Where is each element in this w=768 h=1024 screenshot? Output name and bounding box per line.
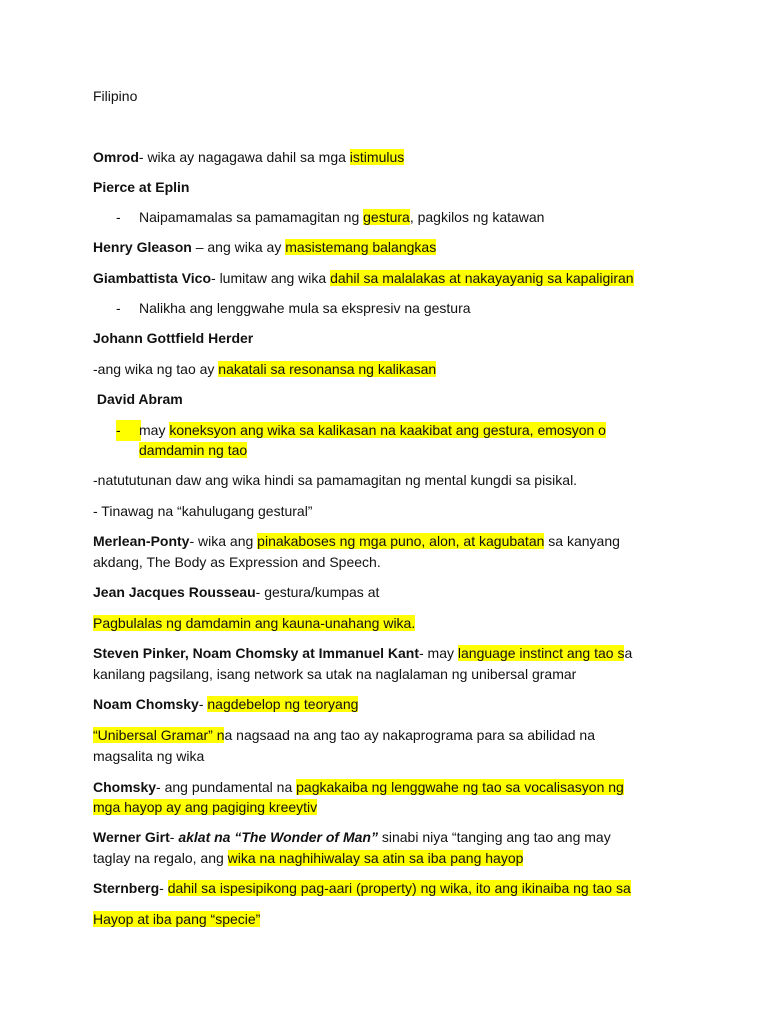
highlight: mga hayop ay ang pagiging kreeytiv: [93, 799, 318, 815]
entry-chomsky2-cont: [93, 797, 683, 818]
entry-ug: [93, 725, 683, 746]
bullet-dash: -: [116, 209, 121, 225]
entry-text: -: [169, 829, 179, 845]
entry-text: – ang wika ay: [191, 239, 286, 255]
entry-vico: [93, 268, 683, 289]
entry-sternberg: [93, 878, 683, 899]
author-name: Henry Gleason: [93, 239, 192, 255]
highlight: dahil sa malalakas at nakayayanig sa kapaligiran: [330, 270, 634, 286]
book-title: aklat na “The Wonder of Man”: [178, 829, 378, 845]
entry-text: sa kanyang: [544, 533, 620, 549]
highlight: “Unibersal Gramar” n: [93, 727, 225, 743]
author-name: Pierce at Eplin: [93, 179, 190, 195]
bullet-text-pierce: [139, 207, 679, 228]
entry-text: Naipamamalas sa pamamagitan ng: [139, 209, 364, 225]
entry-sternberg-text: [93, 909, 683, 930]
bullet-text-vico: Nalikha ang lenggwahe mula sa ekspresiv na gestura: [139, 300, 471, 316]
entry-abram-text2: - Tinawag na “kahulugang gestural”: [93, 503, 313, 519]
entry-text: taglay na regalo, ang: [93, 850, 228, 866]
author-name: Sternberg: [93, 880, 160, 896]
entry-chomsky2: [93, 777, 683, 798]
entry-herder: [93, 328, 683, 349]
entry-text: - gestura/kumpas at: [255, 584, 380, 600]
bullet-text-abram-cont: [139, 440, 679, 461]
doc-title-text: Filipino: [93, 88, 138, 104]
entry-text: a nagsaad na ang tao ay nakaprograma para sa abilidad na: [224, 727, 595, 743]
entry-rousseau-text: [93, 613, 683, 634]
entry-text: -ang wika ng tao ay: [93, 361, 219, 377]
highlight: pagkakaiba ng lenggwahe ng tao sa vocalisasyon ng: [296, 779, 624, 795]
author-name: Giambattista Vico: [93, 270, 212, 286]
highlight: nagdebelop ng teoryang: [207, 696, 359, 712]
author-name: Steven Pinker, Noam Chomsky at Immanuel Kant: [93, 645, 419, 661]
entry-pinker-cont: kanilang pagsilang, isang network sa utak na naglalaman ng unibersal gramar: [93, 666, 577, 682]
doc-title: [93, 86, 683, 107]
entry-abram-text1: -natututunan daw ang wika hindi sa pamamagitan ng mental kungdi sa pisikal.: [93, 472, 578, 488]
bullet-text-abram: [139, 420, 679, 441]
author-name: Noam Chomsky: [93, 696, 199, 712]
entry-rousseau: [93, 582, 683, 603]
highlight: pinakaboses ng mga puno, alon, at kagubatan: [257, 533, 545, 549]
author-name: David Abram: [93, 391, 183, 407]
highlight: istimulus: [349, 149, 405, 165]
author-name: Omrod: [93, 149, 139, 165]
entry-text: a: [624, 645, 633, 661]
entry-text: sinabi niya “tanging ang tao ang may: [377, 829, 611, 845]
entry-text: - ang pundamental na: [156, 779, 297, 795]
author-name: Werner Girt: [93, 829, 170, 845]
entry-pierce: [93, 177, 683, 198]
highlight: dahil sa ispesipikong pag-aari (property) ng wika, ito ang ikinaiba ng tao sa: [167, 880, 631, 896]
highlight: gestura: [363, 209, 410, 225]
entry-abram: [93, 389, 683, 410]
highlight: masistemang balangkas: [285, 239, 437, 255]
entry-text: - may: [419, 645, 458, 661]
author-name: Johann Gottfield Herder: [93, 330, 254, 346]
author-name: Chomsky: [93, 779, 157, 795]
author-name: Jean Jacques Rousseau: [93, 584, 256, 600]
entry-girt: [93, 827, 683, 848]
entry-ponty: [93, 531, 683, 552]
entry-text: - lumitaw ang wika: [211, 270, 331, 286]
entry-gleason: [93, 237, 683, 258]
highlight: Hayop at iba pang “specie”: [93, 911, 261, 927]
entry-ponty-cont: akdang, The Body as Expression and Speech.: [93, 554, 381, 570]
entry-text: - wika ang: [189, 533, 258, 549]
entry-text: - wika ay nagagawa dahil sa mga: [138, 149, 350, 165]
highlight: wika na naghihiwalay sa atin sa iba pang hayop: [227, 850, 524, 866]
author-name: Merlean-Ponty: [93, 533, 190, 549]
entry-girt-cont: [93, 848, 683, 869]
entry-pinker: [93, 643, 683, 664]
entry-herder-text: [93, 359, 683, 380]
entry-omrod: [93, 147, 683, 168]
entry-chomsky1: [93, 694, 683, 715]
highlight: nakatali sa resonansa ng kalikasan: [218, 361, 437, 377]
entry-text: -: [159, 880, 168, 896]
entry-text: -: [198, 696, 208, 712]
highlight: koneksyon ang wika sa kalikasan na kaakibat ang gestura, emosyon o: [169, 422, 606, 438]
highlight: language instinct ang tao s: [457, 645, 625, 661]
highlight: Pagbulalas ng damdamin ang kauna-unahang wika.: [93, 615, 416, 631]
entry-text: may: [139, 422, 170, 438]
entry-ug-cont: magsalita ng wika: [93, 748, 205, 764]
entry-text: , pagkilos ng katawan: [409, 209, 545, 225]
bullet-dash: -: [116, 420, 141, 441]
bullet-dash: -: [116, 300, 121, 316]
highlight: damdamin ng tao: [139, 442, 248, 458]
